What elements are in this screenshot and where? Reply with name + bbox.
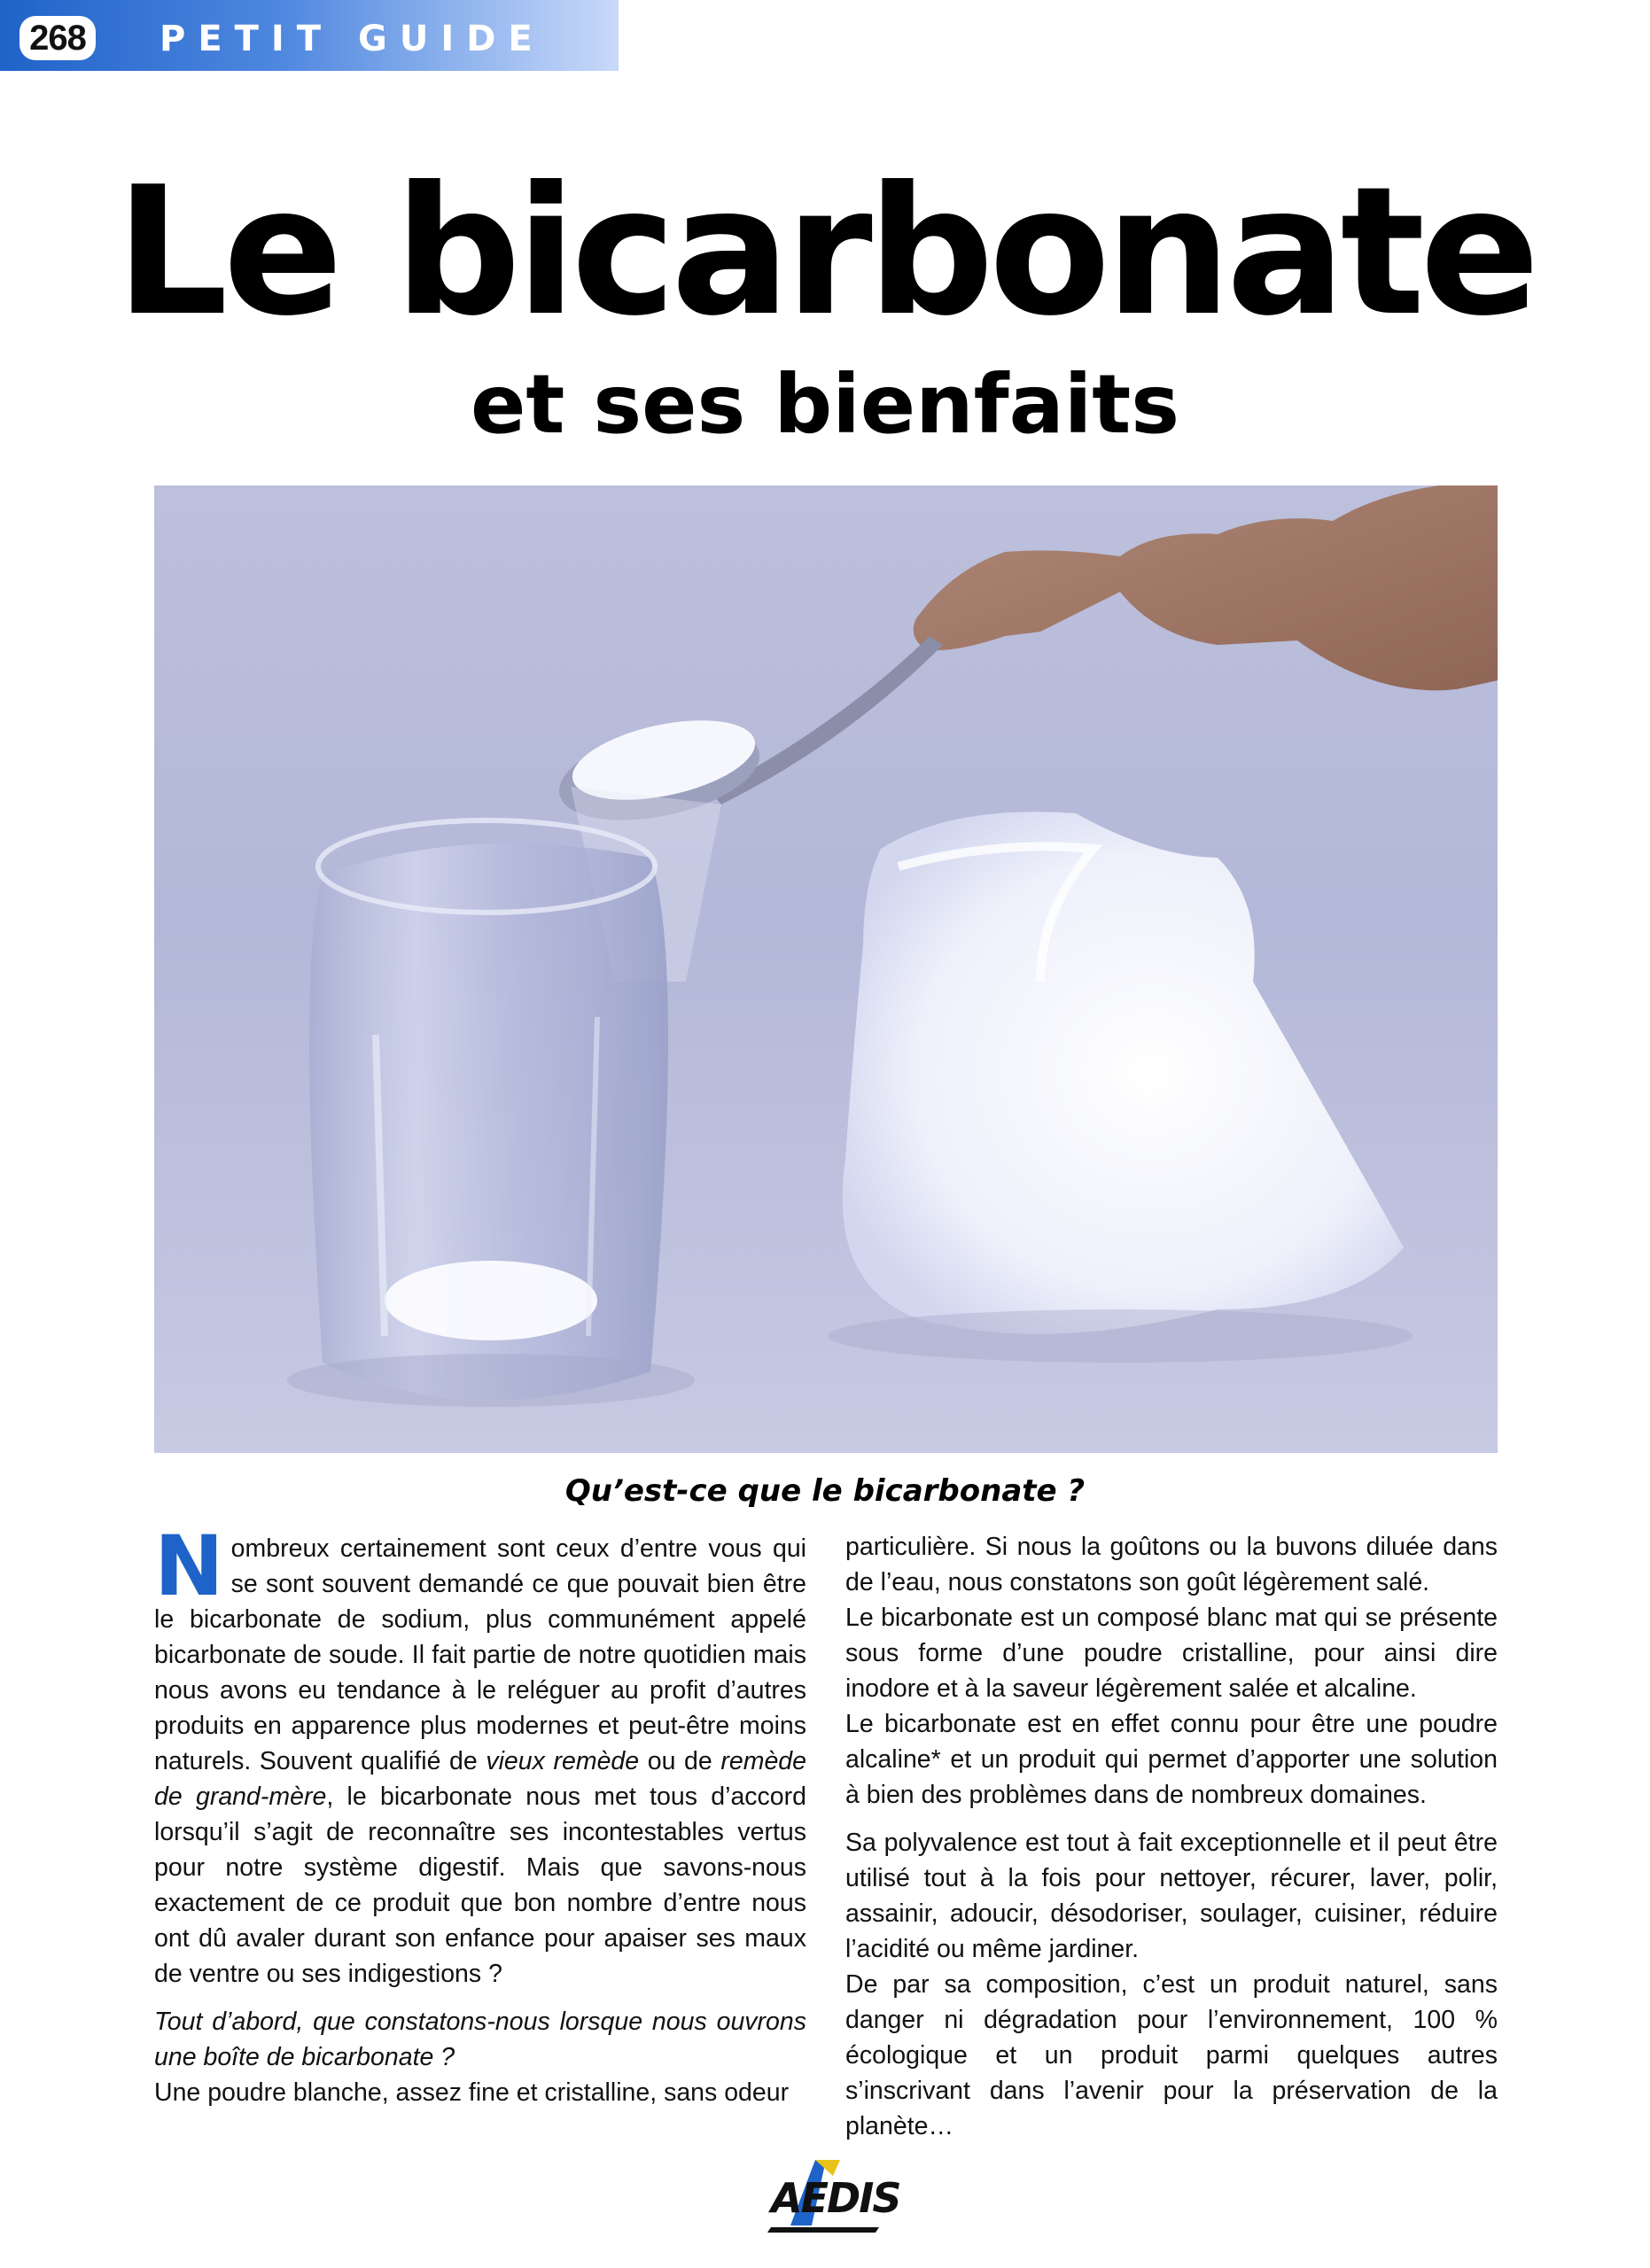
publisher-logo <box>764 2155 900 2234</box>
cover-photo-illustration <box>154 485 1498 1453</box>
right-paragraph-1: particulière. Si nous la goûtons ou la buvons diluée dans de l’eau, nous constatons son goût légèrement salé. <box>845 1533 1498 1596</box>
drop-cap: N <box>154 1518 224 1615</box>
page-title: Le bicarbonate <box>115 149 1535 355</box>
right-paragraph-4: Sa polyvalence est tout à fait exceptionnelle et il peut être utilisé tout à la fois pour nettoyer, récurer, laver, polir, assainir, adoucir, désodoriser, soulager, cuisiner, réduire l’acidité ou même jardiner. <box>845 1829 1498 1963</box>
right-paragraph-5: De par sa composition, c’est un produit naturel, sans danger ni dégradation pour l’environnement, 100 % écologique et un produit parmi quelques autres s’inscrivant dans l’avenir pour la préservation de la planète… <box>845 1970 1498 2140</box>
answer-paragraph: Une poudre blanche, assez fine et cristalline, sans odeur <box>154 2078 790 2107</box>
intro-emphasis-2: remède de grand-mère <box>154 1747 806 1811</box>
right-paragraph-3: Le bicarbonate est en effet connu pour être une poudre alcaline* et un produit qui permet d’apporter une solution à bien des problèmes dans de nombreux domaines. <box>845 1710 1498 1809</box>
series-title: PETIT GUIDE <box>160 19 545 59</box>
intro-emphasis-1: vieux remède <box>486 1747 640 1775</box>
page-number: 268 <box>19 16 96 60</box>
intro-text-a: ombreux certainement sont ceux d’entre vous qui se sont souvent demandé ce que pouvait bien être le bicarbonate de sodium, plus communément appelé bicarbonate de soude. Il fait partie de notre quotidien mais nous avons eu tendance à le reléguer au profit d’autres produits en apparence plus modernes et peut-être moins naturels. Souvent qualifié de <box>154 1534 806 1775</box>
question-text: Tout d’abord, que constatons-nous lorsque nous ouvrons une boîte de bicarbonate ? <box>154 2008 806 2071</box>
intro-text-b: ou de <box>639 1747 721 1775</box>
page-subtitle: et ses bienfaits <box>470 357 1179 452</box>
header-band <box>0 0 619 71</box>
cover-photo <box>154 485 1498 1453</box>
intro-paragraph <box>154 1518 806 1992</box>
question-paragraph <box>154 2004 806 2075</box>
section-heading: Qu’est-ce que le bicarbonate ? <box>564 1473 1086 1509</box>
publisher-logo-text: AEDIS <box>771 2174 900 2222</box>
body-column-right <box>845 1529 1498 2140</box>
body-column-left <box>154 1518 806 2116</box>
intro-text-c: , le bicarbonate nous met tous d’accord lorsqu’il s’agit de reconnaître ses incontestables vertus pour notre système digestif. Mais que savons-nous exactement de ce produit que bon nombre d’entre nous ont dû avaler durant son enfance pour apaiser ses maux de ventre ou ses indigestions ? <box>154 1783 806 1988</box>
right-paragraph-2: Le bicarbonate est un composé blanc mat qui se présente sous forme d’une poudre cristalline, pour ainsi dire inodore et à la saveur légèrement salée et alcaline. <box>845 1604 1498 1703</box>
